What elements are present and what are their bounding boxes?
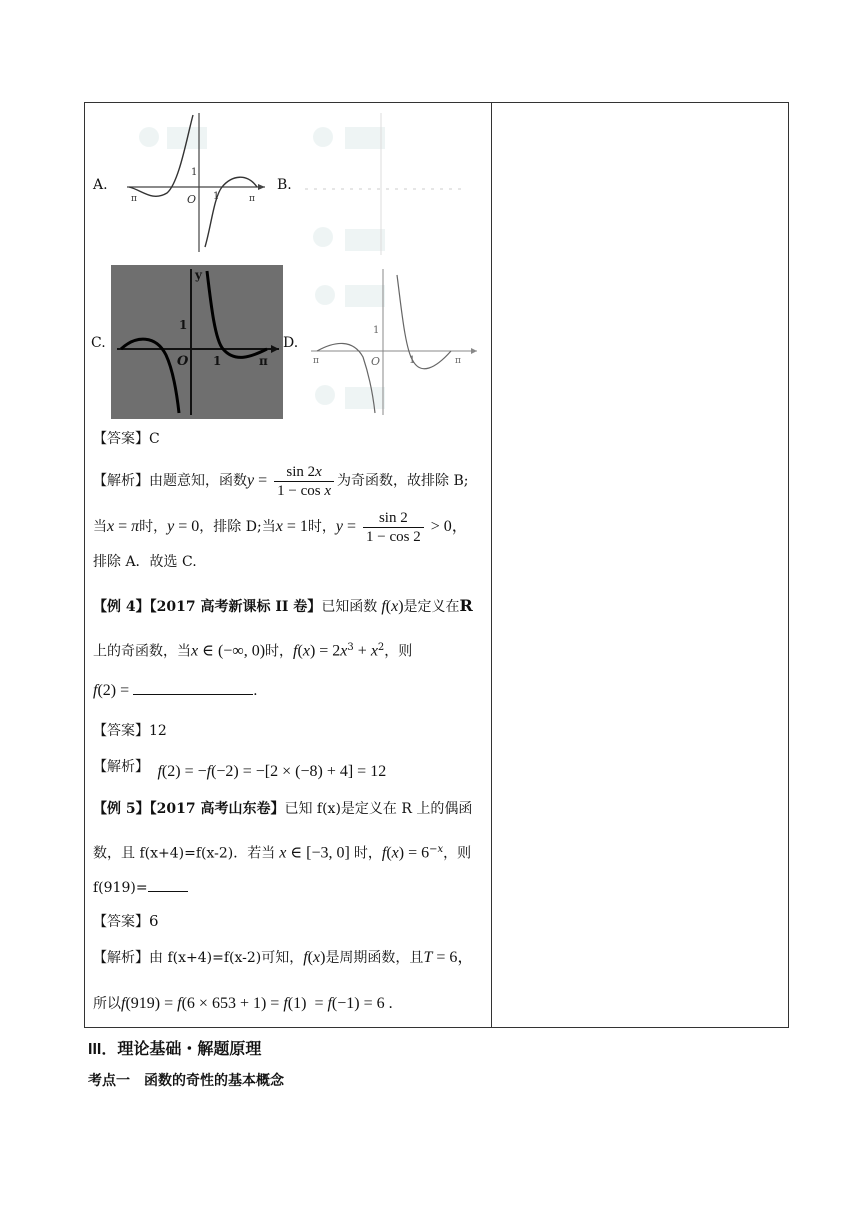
ex3-fraction: $\frac{\sin 2x}{\text{1 − cos x}}$ <box>274 463 334 500</box>
ex3-answer <box>93 429 160 449</box>
ex4-R: R <box>459 596 473 615</box>
ex4-analysis: 【解析】 f(2) = −f(−2) = −[2 × (−8) + 4] = 12 <box>93 759 387 780</box>
graph-a <box>117 107 267 257</box>
option-b-label: B. <box>277 177 292 193</box>
graph-a-tick-one: 1 <box>213 191 220 202</box>
graph-d-tick-one: 1 <box>409 355 416 366</box>
ex4-line2-b: 时， <box>265 643 294 660</box>
option-d-label: D. <box>283 335 299 351</box>
graph-d-pi: π <box>455 356 461 366</box>
ex5-analysis-tag: 【解析】 <box>93 950 149 966</box>
ex4-line2-c: ，则 <box>384 643 413 660</box>
ex5-answer <box>93 911 159 932</box>
ex5-line1 <box>93 799 472 819</box>
graph-c-pi: π <box>259 354 268 368</box>
ex3-x-eq-1: x <box>275 518 283 535</box>
ex5-analysis-b: 是周期函数，且 <box>325 950 424 966</box>
ex5-period: T <box>423 949 433 966</box>
ex3-fraction-2: $\frac{\sin 2}{1 - \cos 2}$ <box>363 509 424 546</box>
ex5-answer-tag: 【答案】 <box>93 914 149 930</box>
ex4-answer-value: 12 <box>149 723 167 739</box>
ex4-line1-text: 已知函数 <box>321 599 378 615</box>
ex5-line1-text: 已知 f(x)是定义在 R 上的偶函 <box>284 801 473 817</box>
ex4-line2-a: 上的奇函数，当 <box>93 643 191 660</box>
ex3-answer-tag: 【答案】 <box>93 431 149 447</box>
ex5-analysis-line1: 【解析】由 f(x+4)=f(x-2)可知，f(x)是周期函数，且T = 6， <box>93 949 474 966</box>
ex5-analysis-a: 由 f(x+4)=f(x-2)可知， <box>149 950 304 966</box>
ex5-tag: 【例 5】【2017 高考山东卷】 <box>93 801 285 817</box>
ex4-answer <box>93 721 167 741</box>
graph-c-tick-one: 1 <box>213 354 222 368</box>
ex5-line2-c: ，则 <box>443 845 472 862</box>
ex3-eq1: = <box>254 472 272 489</box>
ex5-final-formula: f <box>121 995 126 1012</box>
ex4-line3: f(2) = . <box>93 682 258 699</box>
ex4-f2: f <box>93 682 98 699</box>
ex4-answer-tag: 【答案】 <box>93 723 149 739</box>
graph-a-neg-pi: π <box>131 194 137 204</box>
graph-d <box>305 265 481 419</box>
ex3-line1-end: 为奇函数，故排除 B; <box>337 473 469 489</box>
ex4-analysis-formula: f <box>157 763 162 780</box>
ex3-line2-a: 当 <box>93 519 107 535</box>
section-subtitle: 考点一 函数的奇性的基本概念 <box>88 1072 284 1088</box>
ex5-line5-text: 所以 <box>93 996 121 1012</box>
ex3-analysis-line1 <box>93 461 469 501</box>
ex4-tag: 【例 4】【2017 高考新课标 II 卷】 <box>93 599 322 615</box>
ex4-line1-b: 是定义在 <box>403 599 460 615</box>
graph-a-pi: π <box>249 194 255 204</box>
ex4-formula: f <box>293 642 298 660</box>
ex3-y-eq-0: y <box>167 518 175 535</box>
column-divider <box>491 103 492 1027</box>
ex3-analysis-line2: 当x = π时，y = 0，排除 D;当x = 1时，y = $\frac{\sin 2}{1 - \cos 2}$ > 0， <box>93 509 468 545</box>
ex4-interval: x <box>191 642 199 660</box>
ex4-line1: 【例 4】【2017 高考新课标 II 卷】已知函数 f(x)是定义在R <box>93 596 473 615</box>
example-table <box>84 102 789 1028</box>
ex5-line2: 数，且 f(x+4)=f(x-2)．若当 x ∈ [−3, 0] 时，$f(x) = 6^{-x}$，则 <box>93 844 472 862</box>
option-c-label: C. <box>91 335 106 351</box>
option-a-label: A. <box>93 177 108 193</box>
ex3-line2-d: 时， <box>307 519 336 535</box>
graph-b <box>295 107 475 257</box>
ex3-line2-c: ，排除 D;当 <box>199 519 276 535</box>
ex5-answer-value: 6 <box>149 912 159 930</box>
graph-d-neg-pi: π <box>313 356 319 366</box>
ex3-analysis-line3: 排除 A．故选 C. <box>93 554 197 570</box>
ex5-formula: f <box>381 844 387 862</box>
ex3-line2-b: 时， <box>139 519 168 535</box>
graph-a-one: 1 <box>191 167 198 178</box>
ex4-blank <box>133 680 253 695</box>
ex3-x-eq-pi: x <box>107 518 115 535</box>
ex3-y2: y <box>335 518 343 535</box>
graph-c-one: 1 <box>179 318 188 332</box>
ex5-fx: f <box>303 949 308 966</box>
section-title: III．理论基础・解题原理 <box>88 1041 262 1058</box>
ex3-line1-text: 由题意知，函数 <box>149 473 247 489</box>
ex5-line3-text: f(919)= <box>93 880 148 896</box>
ex4-line2: 上的奇函数，当x ∈ (−∞, 0)时，$f(x) = 2x^3 + x^2$，则 <box>93 642 413 660</box>
ex4-analysis-tag: 【解析】 <box>93 759 149 775</box>
ex5-line3 <box>93 877 188 898</box>
graph-c-origin: O <box>177 354 189 369</box>
graph-d-origin: O <box>371 355 381 368</box>
ex5-analysis-line2: 所以f(919) = f(6 × 653 + 1) = f(1) = f(−1) = 6 . <box>93 995 393 1012</box>
ex3-answer-value: C <box>149 431 160 447</box>
graph-a-origin: O <box>187 193 197 206</box>
ex3-analysis-tag: 【解析】 <box>93 473 149 489</box>
ex5-line2-b: 时， <box>353 845 382 862</box>
ex3-func-y: y <box>247 472 255 489</box>
graph-d-one: 1 <box>373 325 380 336</box>
graph-c-photo <box>111 265 283 419</box>
ex5-interval: x <box>275 844 287 862</box>
ex5-line2-a: 数，且 f(x+4)=f(x-2)．若当 <box>93 845 276 862</box>
ex5-blank <box>148 877 188 892</box>
graph-c-y: y <box>195 268 202 282</box>
ex4-fx: f <box>377 598 386 615</box>
